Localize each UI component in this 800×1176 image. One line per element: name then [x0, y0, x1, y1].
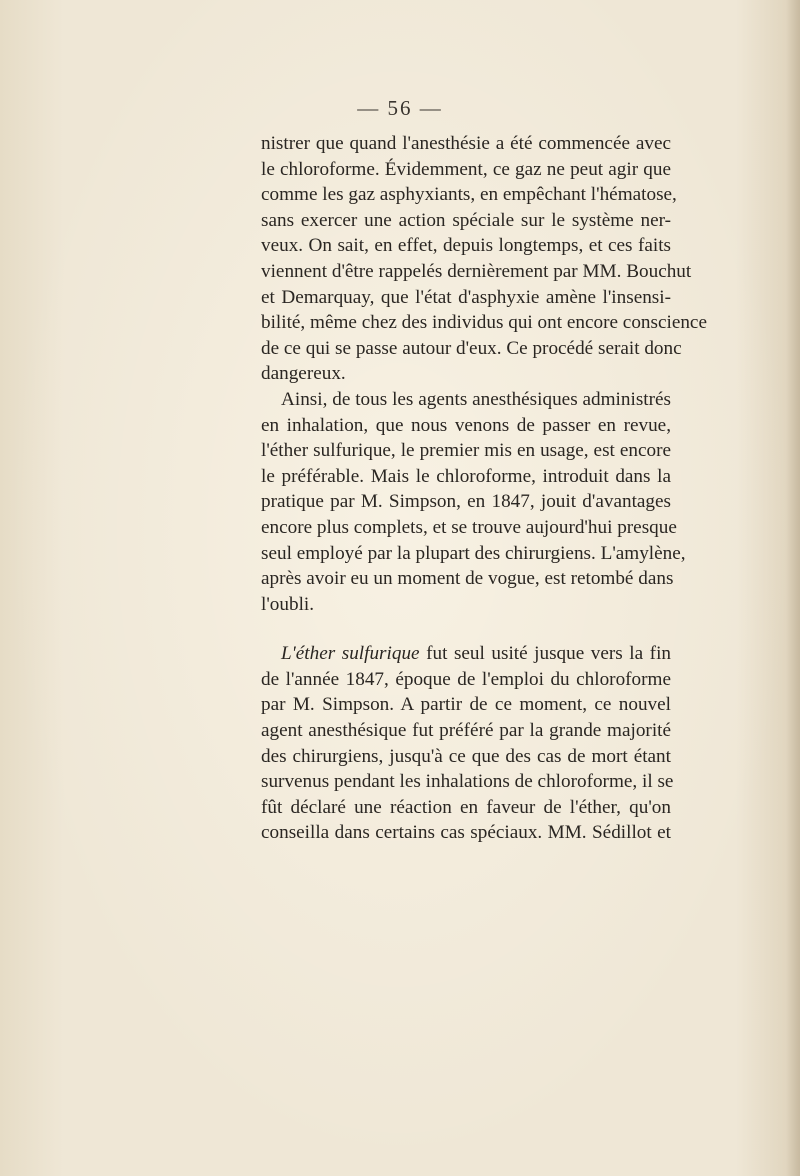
lead-rest: fut seul usité jusque vers la fin — [419, 643, 671, 665]
text-line: viennent d'être rappelés dernièrement par MM. Bouchut — [261, 260, 692, 282]
body-text — [261, 131, 707, 846]
text-line: bilité, même chez des individus qui ont encore conscience — [261, 312, 707, 334]
text-line: en inhalation, que nous venons de passer en revue, — [261, 414, 671, 436]
text-line: fût déclaré une réaction en faveur de l'éther, qu'on — [261, 796, 671, 818]
text-line: et Demarquay, que l'état d'asphyxie amène l'insensi- — [261, 286, 671, 308]
text-line: de l'année 1847, époque de l'emploi du chloroforme — [261, 668, 671, 690]
text-line: pratique par M. Simpson, en 1847, jouit d'avantages — [261, 491, 671, 513]
text-line: de ce qui se passe autour d'eux. Ce procédé serait donc — [261, 337, 682, 359]
text-line: le préférable. Mais le chloroforme, introduit dans la — [261, 465, 671, 487]
text-line: l'éther sulfurique, le premier mis en usage, est encore — [261, 440, 671, 462]
page-edge-shadow — [786, 0, 800, 1176]
text-line: survenus pendant les inhalations de chloroforme, il se — [261, 771, 674, 793]
text-line: des chirurgiens, jusqu'à ce que des cas de mort étant — [261, 745, 671, 767]
page-number: — 56 — — [357, 96, 443, 120]
paragraph — [261, 387, 686, 617]
text-line — [261, 641, 671, 667]
text-line: comme les gaz asphyxiants, en empêchant l'hématose, — [261, 184, 677, 206]
paragraph — [261, 131, 707, 387]
paragraph-gap — [261, 617, 671, 641]
text-line: Ainsi, de tous les agents anesthésiques administrés — [281, 388, 671, 410]
text-line: veux. On sait, en effet, depuis longtemps, et ces faits — [261, 235, 671, 257]
text-line: le chloroforme. Évidemment, ce gaz ne peut agir que — [261, 158, 671, 180]
text-line: dangereux. — [261, 363, 346, 385]
text-line: nistrer que quand l'anesthésie a été commencée avec — [261, 133, 671, 154]
text-line: après avoir eu un moment de vogue, est retombé dans — [261, 568, 674, 590]
italic-lead: L'éther sulfurique — [281, 643, 420, 665]
text-line: seul employé par la plupart des chirurgiens. L'amylène, — [261, 542, 686, 564]
text-line: agent anesthésique fut préféré par la grande majorité — [261, 720, 671, 742]
text-line: conseilla dans certains cas spéciaux. MM. Sédillot et — [261, 822, 671, 844]
text-line: sans exercer une action spéciale sur le système ner- — [261, 209, 671, 231]
text-line: par M. Simpson. A partir de ce moment, ce nouvel — [261, 694, 671, 716]
text-line: l'oubli. — [261, 593, 315, 615]
paragraph — [261, 641, 674, 846]
text-line: encore plus complets, et se trouve aujourd'hui presque — [261, 516, 677, 538]
